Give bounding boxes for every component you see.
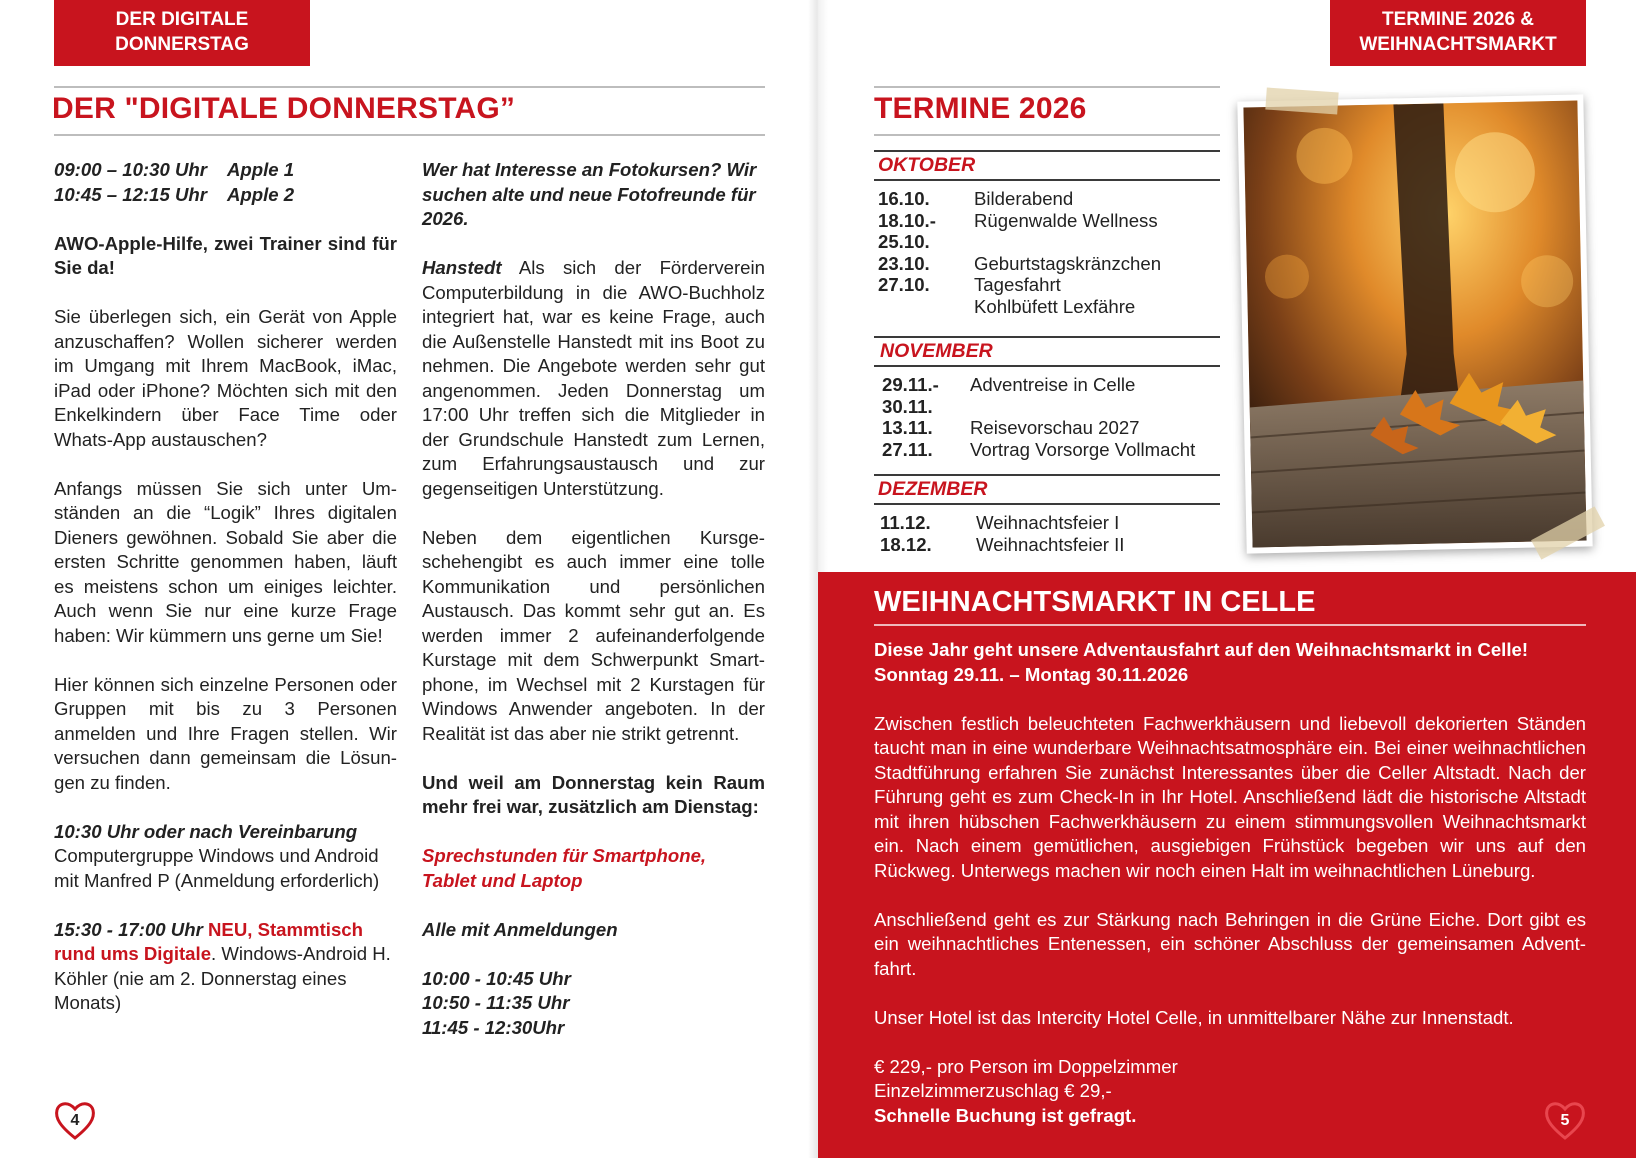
paragraph: Neben dem eigentlichen Kursgeschehengibt es auch immer eine tolle Kommunikation und persönlichen Austausch. Das kommt sehr gut an. Es werden immer 2 aufeinanderfolgende Kurstage mit dem Schwerpunkt Smartphone, im Wechsel mit 2 Kurstagen für Windows Anwender angeboten. In der Realität ist das aber nie strikt getrennt. (422, 526, 765, 744)
section-tab-line: TERMINE 2026 & (1381, 9, 1535, 30)
event-list-november (882, 374, 1218, 460)
section-tab-line: DONNERSTAG (115, 34, 249, 55)
appointment-block (54, 820, 397, 894)
event-row: 11.12. Weihnachtsfeier I (880, 512, 1120, 533)
event-row: 23.10. Geburtstagskränzchen (878, 252, 1162, 274)
intro-text: AWO-Apple-Hilfe, zwei Trainer sind für Sie da! (54, 232, 397, 278)
office-hours-title: Sprechstunden für Smartphone, Tablet und Laptop (422, 845, 707, 891)
photo-image (1243, 101, 1586, 548)
month-header-october: OKTOBER (874, 150, 1220, 181)
event-row: 13.11. Reisevorschau 2027 (882, 417, 1140, 438)
lead-dates: Sonntag 29.11. – Montag 30.11.2026 (874, 663, 1189, 685)
divider (874, 86, 1220, 88)
event-row: 25.10. (878, 231, 930, 252)
stammtisch-new-label: NEU, Stammtisch rund ums Digitale (54, 918, 363, 964)
divider (54, 134, 765, 136)
column-right (422, 158, 765, 1040)
section-tab-line: DER DIGITALE (115, 9, 249, 30)
event-row: 18.10.- Rügenwalde Wellness (878, 209, 1158, 231)
event-row: 29.11.- Adventreise in Celle (882, 374, 1136, 395)
section-tab-line: WEIHNACHTSMARKT (1359, 34, 1557, 55)
paragraph: Anfangs müssen Sie sich unter Umständen an die “Logik” Ihres digitalen Dieners gewöhnen. Sobald Sie aber die ersten Schritte genommen haben, läuft es meistens schon um einiges leichter. Auch wenn Sie nur eine kurze Frage haben: Wir kümmern uns gerne um Sie! (54, 477, 397, 646)
stammtisch-block (54, 918, 397, 1016)
booking-urgency: Schnelle Buchung ist gefragt. (874, 1104, 1137, 1126)
event-row: Kohlbüfett Lexfähre (974, 295, 1136, 317)
month-header-november: NOVEMBER (874, 336, 1220, 367)
divider (874, 134, 1220, 136)
divider (874, 624, 1586, 626)
lead-line: Diese Jahr geht unsere Adventausfahrt auf den Weihnachtsmarkt in Celle! (874, 639, 1529, 660)
divider (54, 86, 765, 88)
photo-course-question: Wer hat Interesse an Fotokursen? Wir suchen alte und neue Fotofreunde für 2026. (422, 159, 757, 229)
paragraph: Unser Hotel ist das Intercity Hotel Celle, in unmittelbarer Nähe zur Innenstadt. (874, 1006, 1514, 1028)
paragraph: Sie überlegen sich, ein Gerät von Apple anzuschaffen? Wollen sicherer werden im Umgang mit Ihrem MacBook, iMac, iPad oder iPhone? Möchten sich mit den Enkelkindern über Face Time oder Whats-App austauschen? (54, 306, 397, 450)
event-list-october (878, 188, 1218, 317)
month-header-december: DEZEMBER (874, 474, 1220, 505)
page-number-4 (52, 1098, 98, 1144)
section-tab (54, 0, 310, 66)
place-label: Hanstedt (422, 257, 502, 278)
price-single-supplement: Einzelzimmerzuschlag € 29,- (874, 1080, 1112, 1101)
autumn-leaves-photo (1237, 94, 1592, 553)
registration-note: Alle mit Anmeldungen (422, 918, 618, 940)
event-row: 27.10. Tagesfahrt (878, 274, 1061, 295)
section-tab (1330, 0, 1586, 66)
time-apple-2: 10:45 – 12:15 Uhr Apple 2 (54, 183, 295, 205)
paragraph: Hier können sich einzelne Personen oder Gruppen mit bis zu 3 Personen anmelden und Ihre Fragen stellen. Wir versuchen dann gemeinsam die Lösungen zu finden. (54, 673, 397, 793)
paragraph (422, 256, 765, 501)
schedule-title: TERMINE 2026 (874, 92, 1087, 125)
page-number: 4 (70, 1112, 80, 1129)
autumn-scene-illustration (1243, 101, 1586, 548)
event-row: 27.11. Vortrag Vorsorge Vollmacht (882, 438, 1196, 460)
tuesday-note: Und weil am Donnerstag kein Raum mehr frei war, zusätzlich am Dienstag: (422, 771, 765, 817)
time-slot: 10:50 - 11:35 Uhr (422, 992, 570, 1013)
christmas-market-body (874, 638, 1586, 1128)
page-title: DER "DIGITALE DONNERSTAG” (52, 92, 516, 125)
time-apple-1: 09:00 – 10:30 Uhr Apple 1 (54, 159, 295, 180)
page-number-5 (1542, 1098, 1588, 1144)
paragraph: Zwischen festlich beleuchteten Fachwerkhäusern und liebevoll dekorierten Ständen taucht man in eine wunderbare Weihnachtsatmosphäre ein. Bei einer weihnachtlichen Stadtführung erfahren Sie zunächst Interessantes über die Celler Altstadt. Nach der Führung geht es zum Check-In in Ihr Hotel. Anschließend lädt die historische Altstadt mit ihren hübschen Fachwerkhäusern zu einem stimmungsvollen Weihnachtsmarkt ein. Nach einem gemütlichen, ausgiebigen Frühstück begeben wir uns auf den Rückweg. Unterwegs machen wir noch einen Halt im weihnachtlichen Lüneburg. (874, 712, 1586, 881)
page-number: 5 (1560, 1112, 1570, 1129)
christmas-market-title: WEIHNACHTSMARKT IN CELLE (874, 586, 1316, 618)
event-row: 18.12. Weihnachtsfeier II (880, 533, 1125, 555)
paragraph: Anschließend geht es zur Stärkung nach Behringen in die Grüne Eiche. Dort gibt es ein weihnachtliches Entenessen, ein schöner Abschluss der gemeinsamen Adventfahrt. (874, 908, 1586, 979)
paragraph-text: Als sich der Förderverein Computerbildung in die AWO-Buchholz integriert hat, war es keine Frage, auch die Außenstelle Hanstedt mit ins Boot zu nehmen. Die Angebote werden sehr gut angenommen. Jeden Donnerstag um 17:00 Uhr treffen sich die Mitglieder in der Grundschule Hanstedt zum Lernen, zum Erfahrungsaustausch und zur gegenseitigen Unterstützung. (422, 257, 765, 499)
stammtisch-time: 15:30 - 17:00 Uhr (54, 918, 203, 940)
column-left (54, 158, 397, 1040)
event-row: 16.10. Bilderabend (878, 188, 1074, 209)
price-double-room: € 229,- pro Person im Doppelzimmer (874, 1055, 1178, 1077)
time-slot: 10:00 - 10:45 Uhr (422, 967, 571, 989)
event-list-december (880, 512, 1218, 555)
time-slot: 11:45 - 12:30Uhr (422, 1016, 565, 1038)
stammtisch-text: . Windows-Android H. Köhler (nie am 2. Donnerstag eines Monats) (54, 943, 391, 1013)
christmas-market-panel (818, 572, 1636, 1158)
appointment-time: 10:30 Uhr oder nach Vereinbarung (54, 820, 358, 842)
appointment-text: Computergruppe Windows und Android mit Manfred P (Anmeldung erforderlich) (54, 845, 380, 891)
event-row: 30.11. (882, 395, 933, 417)
